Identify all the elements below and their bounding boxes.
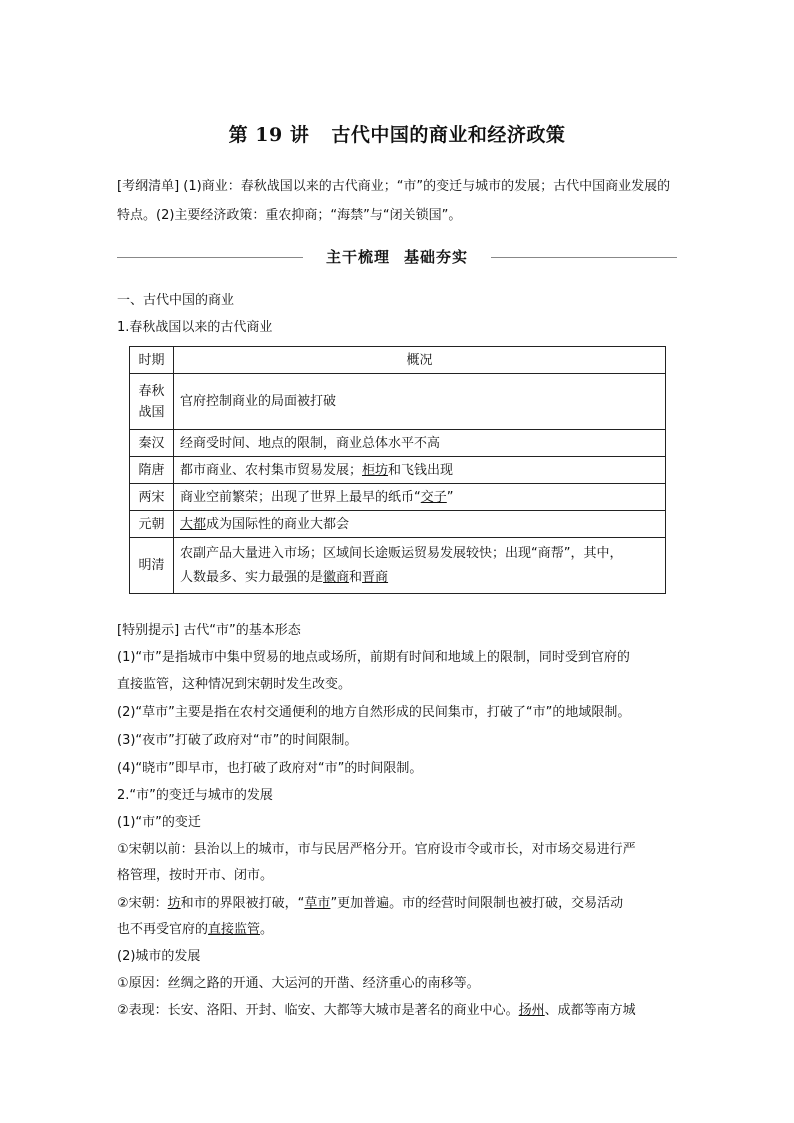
tip-item-4: (4)“晓市”即早市，也打破了政府对“市”的时间限制。 [117,761,423,776]
table-row [130,538,666,594]
commerce-table [129,346,666,594]
song-text: 。 [260,922,274,937]
key-term: 晋商 [362,569,389,585]
tip-heading: [特别提示] 古代“市”的基本形态 [117,623,301,638]
reason-paragraph: ①原因：丝绸之路的开通、大运河的开凿、经济重心的南移等。 [117,976,480,991]
pre-song-paragraph-cont: 格管理，按时开市、闭市。 [117,868,274,883]
subheading-city-development: (2)城市的发展 [117,949,201,964]
song-text: ②宋朝： [117,896,168,911]
section-heading-text [303,246,491,268]
pre-song-paragraph: ①宋朝以前：县治以上的城市，市与民居严格分开。官府设市令或市长，对市场交易进行严 [117,842,636,857]
table-row [130,374,666,430]
overview-text: 农副产品大量进入市场；区域间长途贩运贸易发展较快；出现“商帮”，其中， [180,545,623,561]
overview-text: 和飞钱出现 [388,462,454,478]
song-text: 和市的界限被打破，“ [180,896,305,911]
section-heading-part-b: 基础夯实 [404,248,469,266]
key-term: 交子 [420,489,447,505]
overview-text: 成为国际性的商业大都会 [206,516,350,532]
divider-right [491,257,677,258]
overview-cell [174,538,666,594]
divider-left [117,257,303,258]
table-row [130,430,666,457]
song-text: ”更加普遍。市的经营时间限制也被打破，交易活动 [330,896,624,911]
overview-text: ” [446,489,454,505]
outline-paragraph: [考纲清单] (1)商业：春秋战国以来的古代商业；“市”的变迁与城市的发展；古代中国商业发展的特点。(2)主要经济政策：重农抑商；“海禁”与“闭关锁国”。 [117,179,671,223]
key-term: 柜坊 [362,462,389,478]
period-line: 战国 [138,404,165,420]
overview-cell: 经商受时间、地点的限制，商业总体水平不高 [174,430,666,457]
table-row [130,511,666,538]
key-term: 扬州 [518,1003,545,1018]
tip-item-2: (2)“草市”主要是指在农村交通便利的地方自然形成的民间集市，打破了“市”的地域限制。 [117,705,631,720]
song-paragraph [117,894,679,914]
lecture-number: 第 19 讲 [228,124,310,146]
period-cell: 明清 [130,538,174,594]
subheading-commerce: 1.春秋战国以来的古代商业 [117,320,273,335]
tip-item-1: (1)“市”是指城市中集中贸易的地点或场所，前期有时间和地域上的限制，同时受到官府的 [117,650,630,665]
table-header-row [130,347,666,374]
table-row [130,484,666,511]
key-term: 直接监管 [208,922,261,937]
overview-text: 人数最多、实力最强的是 [180,569,324,585]
song-paragraph-cont [117,920,679,940]
page-title [0,120,794,147]
period-cell [130,374,174,430]
overview-text: 都市商业、农村集市贸易发展； [180,462,363,478]
overview-text: 和 [349,569,363,585]
manifestation-text: ②表现：长安、洛阳、开封、临安、大都等大城市是著名的商业中心。 [117,1003,519,1018]
period-cell: 两宋 [130,484,174,511]
key-term: 草市 [304,896,331,911]
overview-cell [174,511,666,538]
tip-item-3: (3)“夜市”打破了政府对“市”的时间限制。 [117,733,358,748]
key-term: 大都 [180,516,207,532]
subheading-market: 2.“市”的变迁与城市的发展 [117,788,273,803]
key-term: 坊 [167,896,181,911]
period-cell: 元朝 [130,511,174,538]
heading-commerce: 一、古代中国的商业 [117,293,235,308]
tip-item-1-cont: 直接监管，这种情况到宋朝时发生改变。 [117,677,352,692]
manifestation-paragraph [117,1001,679,1021]
table-row [130,457,666,484]
song-text: 也不再受官府的 [117,922,209,937]
overview-cell [174,457,666,484]
subheading-market-change: (1)“市”的变迁 [117,815,201,830]
key-term: 徽商 [323,569,350,585]
section-heading-part-a: 主干梳理 [325,248,390,266]
lecture-title: 古代中国的商业和经济政策 [331,124,566,146]
column-header-overview: 概况 [174,347,666,374]
manifestation-text: 、成都等南方城 [544,1003,636,1018]
overview-text: 商业空前繁荣；出现了世界上最早的纸币“ [180,489,421,505]
period-cell: 隋唐 [130,457,174,484]
overview-cell [174,484,666,511]
period-line: 春秋 [138,383,165,399]
section-heading [117,246,677,268]
column-header-period: 时期 [130,347,174,374]
overview-cell: 官府控制商业的局面被打破 [174,374,666,430]
period-cell: 秦汉 [130,430,174,457]
